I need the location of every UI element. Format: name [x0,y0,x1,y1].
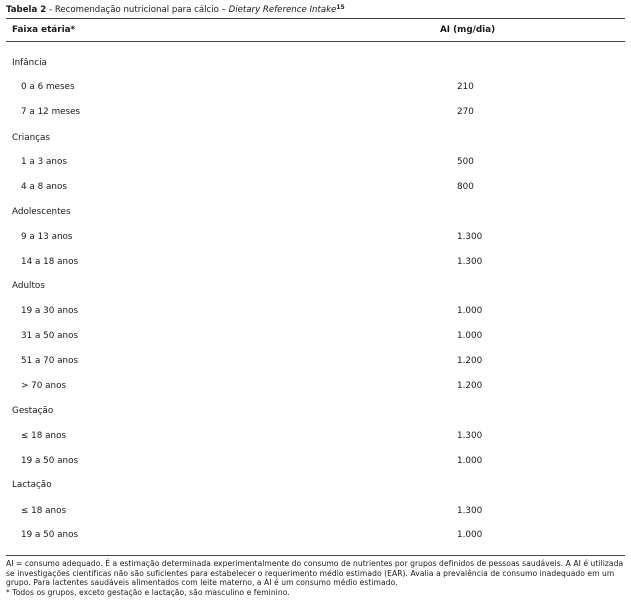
table-title: - Recomendação nutricional para cálcio – [46,5,229,15]
row-value: 1.200 [457,381,483,391]
group-label: Lactação [12,480,52,490]
top-rule [6,18,625,19]
row-value: 1.000 [457,530,483,540]
row-label: 0 a 6 meses [21,82,75,92]
row-label: 19 a 50 anos [21,456,79,466]
row-label: 31 a 50 anos [21,331,79,341]
row-value: 270 [457,107,474,117]
group-label: Adultos [12,281,45,291]
table-label: Tabela 2 [6,5,47,15]
row-label: > 70 anos [21,381,67,391]
row-label: 1 a 3 anos [21,157,67,167]
row-value: 800 [457,182,474,192]
group-label: Infância [12,58,47,68]
row-label: 51 a 70 anos [21,356,79,366]
row-value: 500 [457,157,474,167]
footnote-ai: AI = consumo adequado. É a estimação determinada experimentalmente do consumo de nutrientes por grupos definidos de pessoas saudáveis. A AI é utilizada se investigações científicas não são suficientes para estabelecer o requerimento médio estimado (EAR). Avalia a prevalência de consumo inadequado em um grupo. Para lactentes saudáveis alimentados com leite materno, a AI é um consumo médio estimado. [6,559,624,588]
column-header-ai: AI (mg/dia) [440,25,496,35]
row-label: 14 a 18 anos [21,257,79,267]
bottom-rule [6,555,625,556]
row-value: 1.000 [457,331,483,341]
row-value: 1.000 [457,306,483,316]
row-label: ≤ 18 anos [21,431,67,441]
column-header-age: Faixa etária* [12,25,76,35]
row-value: 1.300 [457,506,483,516]
row-label: ≤ 18 anos [21,506,67,516]
table-title-italic: Dietary Reference Intake [228,5,337,15]
row-label: 4 a 8 anos [21,182,67,192]
row-label: 7 a 12 meses [21,107,81,117]
row-value: 1.200 [457,356,483,366]
row-value: 1.300 [457,431,483,441]
row-label: 9 a 13 anos [21,232,73,242]
footnote-groups: * Todos os grupos, exceto gestação e lactação, são masculino e feminino. [6,588,290,597]
row-value: 210 [457,82,474,92]
table-caption [6,4,345,15]
row-value: 1.000 [457,456,483,466]
group-label: Gestação [12,406,54,416]
header-rule [6,41,625,42]
row-value: 1.300 [457,232,483,242]
reference-number: 15 [336,4,345,11]
row-label: 19 a 50 anos [21,530,79,540]
group-label: Adolescentes [12,207,71,217]
row-value: 1.300 [457,257,483,267]
row-label: 19 a 30 anos [21,306,79,316]
group-label: Crianças [12,133,50,143]
